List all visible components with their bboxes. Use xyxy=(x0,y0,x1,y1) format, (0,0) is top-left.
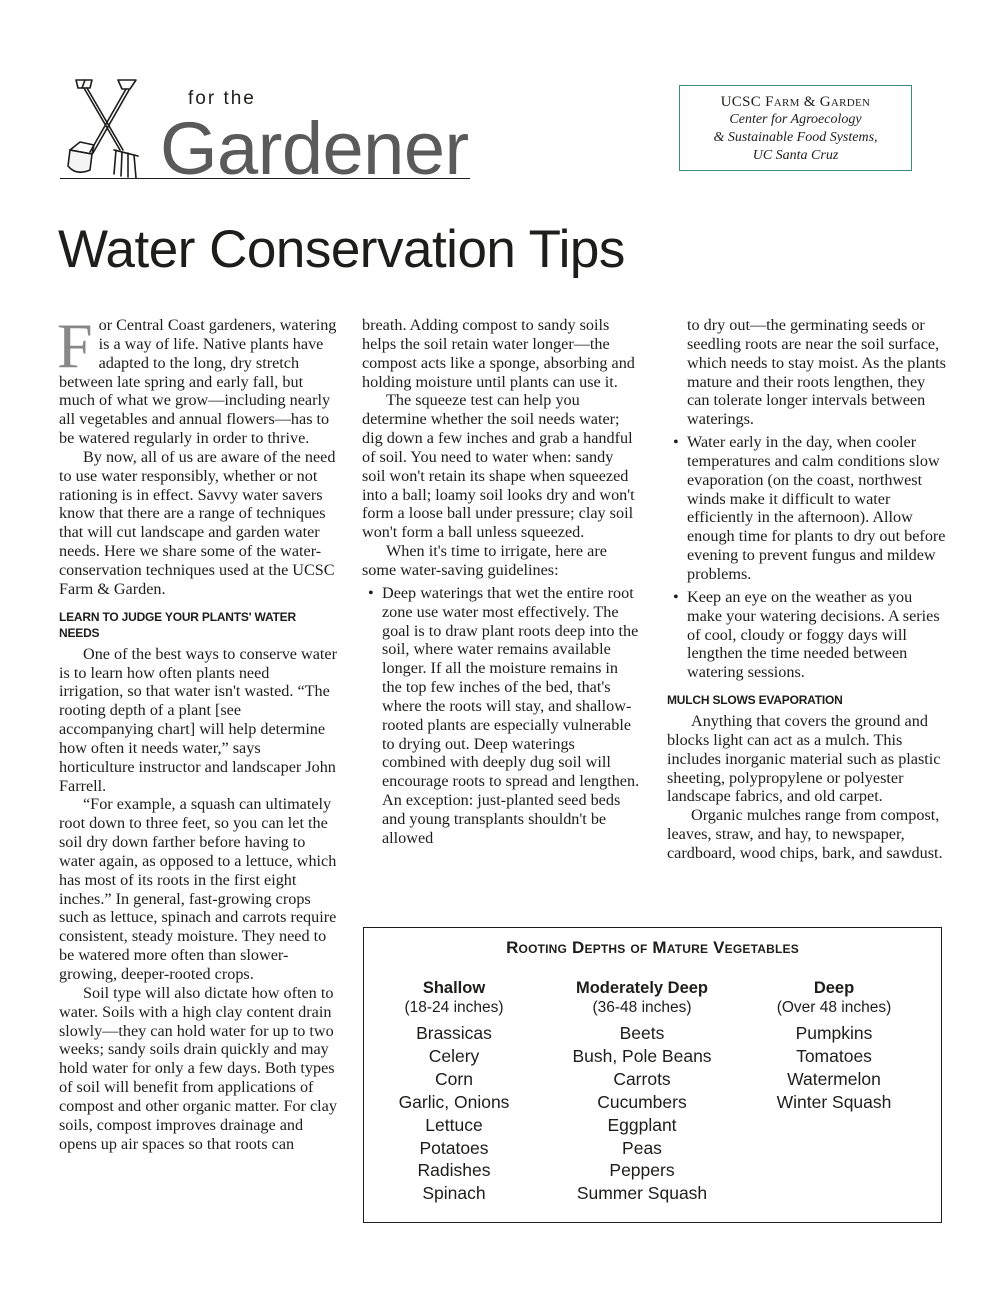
section-heading: MULCH SLOWS EVAPORATION xyxy=(667,693,843,708)
column-header: Moderately Deep xyxy=(575,979,709,997)
column-header: Shallow xyxy=(422,979,486,997)
article-column-3 xyxy=(667,316,947,863)
column-header: Deep xyxy=(813,979,855,997)
list-item: Spinach xyxy=(422,1183,486,1204)
paragraph: “For example, a squash can ultimately root down to three feet, so you can let the soil dry down farther before having to water again, as opposed to a lettuce, which has most of its roots in the first eight inches.” In general, fast-growing crops such as lettuce, spinach and carrots require consistent, steady moisture. They need to be watered more often than slower-growing, deeper-rooted crops. xyxy=(59,795,337,983)
list-item: Watermelon xyxy=(787,1068,881,1089)
list-item: Potatoes xyxy=(419,1137,489,1158)
list-item: Bush, Pole Beans xyxy=(572,1045,712,1066)
drop-cap: F xyxy=(57,310,93,381)
list-item: Pumpkins xyxy=(795,1023,873,1043)
paragraph: The squeeze test can help you determine whether the soil needs water; dig down a few inches and grab a handful of soil. You need to water when: sandy soil won't retain its shape when squeezed into a ball; loamy soil looks dry and won't form a loose ball under pressure; clay soil won't form a ball unless squeezed. xyxy=(362,391,635,542)
list-item: to dry out—the germinating seeds or seedling roots are near the soil surface, which needs to stay moist. As the plants mature and their roots lengthen, they can tolerate longer intervals between waterings. xyxy=(687,316,946,429)
intro-paragraph: For Central Coast gardeners, watering is a way of life. Native plants have adapted to the long, dry stretch between late spring and early fall, but much of what we grow—including nearly all vegetables and annual flowers—has to be watered regularly in order to thrive. xyxy=(57,310,337,448)
paragraph: Organic mulches range from compost, leaves, straw, and hay, to newspaper, cardboard, wood chips, bark, and sawdust. xyxy=(667,806,943,862)
organization-center: Center for Agroecology xyxy=(729,112,862,127)
rooting-depths-table xyxy=(363,927,942,1223)
paragraph: breath. Adding compost to sandy soils helps the soil retain water longer—the compost acts like a sponge, absorbing and holding moisture until plants can use it. xyxy=(362,316,635,391)
masthead-for-the: for the xyxy=(188,88,256,109)
list-item: Carrots xyxy=(613,1068,671,1089)
list-item: Eggplant xyxy=(607,1114,677,1135)
list-item: Beets xyxy=(619,1023,665,1043)
list-item: Lettuce xyxy=(425,1114,483,1135)
list-item: Summer Squash xyxy=(576,1183,708,1204)
list-item: Radishes xyxy=(417,1160,491,1181)
list-item: • Water early in the day, when cooler temperatures and calm conditions slow evaporation (on the coast, northwest winds make it difficult to water efficiently in the afternoon). Allow enough time for plants to dry out before evening to prevent fungus and mildew problems. xyxy=(667,433,947,584)
article-column-2 xyxy=(362,316,640,852)
list-item: • Keep an eye on the weather as you make your watering decisions. A series of cool, cloudy or foggy days will lengthen the time needed between watering sessions. xyxy=(667,588,947,682)
list-item: Winter Squash xyxy=(776,1091,892,1112)
paragraph: When it's time to irrigate, here are some water-saving guidelines: xyxy=(362,542,607,579)
guidelines-list-cont xyxy=(667,316,947,682)
list-item: Brassicas xyxy=(416,1023,492,1043)
list-item: Peas xyxy=(622,1137,662,1158)
paragraph: One of the best ways to conserve water is to learn how often plants need irrigation, so that water isn't wasted. “The rooting depth of a plant [see accompanying chart] will help determine how often it needs water,” says horticulture instructor and landscaper John Farrell. xyxy=(59,644,337,795)
organization-name: UCSC Farm & Garden xyxy=(720,94,871,110)
guidelines-list xyxy=(362,584,640,848)
paragraph: Anything that covers the ground and blocks light can act as a mulch. This includes inorganic material such as plastic sheeting, polypropylene or polyester landscape fabrics, and old carpet. xyxy=(667,712,941,806)
page-title: Water Conservation Tips xyxy=(58,220,625,279)
article-column-1 xyxy=(57,310,337,1153)
section-heading: LEARN TO JUDGE YOUR PLANTS' WATER NEEDS xyxy=(59,609,296,640)
list-item: Celery xyxy=(428,1045,480,1066)
table-column-shallow xyxy=(364,978,544,1205)
table-column-moderately-deep xyxy=(552,978,732,1205)
table-column-deep xyxy=(744,978,924,1114)
list-item: Tomatoes xyxy=(796,1045,872,1066)
paragraph: Soil type will also dictate how often to water. Soils with a high clay content drain slowly—they can hold water for up to two weeks; sandy soils drain quickly and may hold water for only a few days. Both types of soil will benefit from applications of compost and other organic matter. For clay soils, compost improves drainage and opens up air spaces so that roots can xyxy=(59,983,337,1153)
paragraph: By now, all of us are aware of the need to use water responsibly, whether or not rationing is in effect. Savvy water savers know that there are a range of techniques that will cut landscape and garden water needs. Here we share some of the water-conservation techniques used at the UCSC Farm & Garden. xyxy=(59,447,336,598)
organization-center-cont: & Sustainable Food Systems, xyxy=(713,130,878,145)
masthead-gardener: Gardener xyxy=(160,107,469,190)
garden-tools-logo-icon xyxy=(64,78,146,180)
list-item: Cucumbers xyxy=(597,1091,687,1112)
list-item: Corn xyxy=(435,1068,473,1089)
column-range: (Over 48 inches) xyxy=(776,999,892,1016)
masthead-rule xyxy=(60,178,470,179)
organization-campus: UC Santa Cruz xyxy=(752,148,839,163)
list-item: Peppers xyxy=(609,1160,675,1181)
list-item: Garlic, Onions xyxy=(398,1091,510,1112)
organization-box xyxy=(679,85,912,171)
column-range: (36-48 inches) xyxy=(592,999,692,1016)
table-title: Rooting Depths of Mature Vegetables xyxy=(506,938,799,957)
list-item: • Deep waterings that wet the entire root zone use water most effectively. The goal is to draw plant roots deep into the soil, where water remains available longer. If all the moisture remains in the top few inches of the bed, that's where the roots will stay, and shallow-rooted plants are especially vulnerable to drying out. Deep waterings combined with deeply dug soil will encourage roots to spread and lengthen. An exception: just-planted seed beds and young transplants shouldn't be allowed xyxy=(362,584,640,848)
column-range: (18-24 inches) xyxy=(404,999,504,1016)
